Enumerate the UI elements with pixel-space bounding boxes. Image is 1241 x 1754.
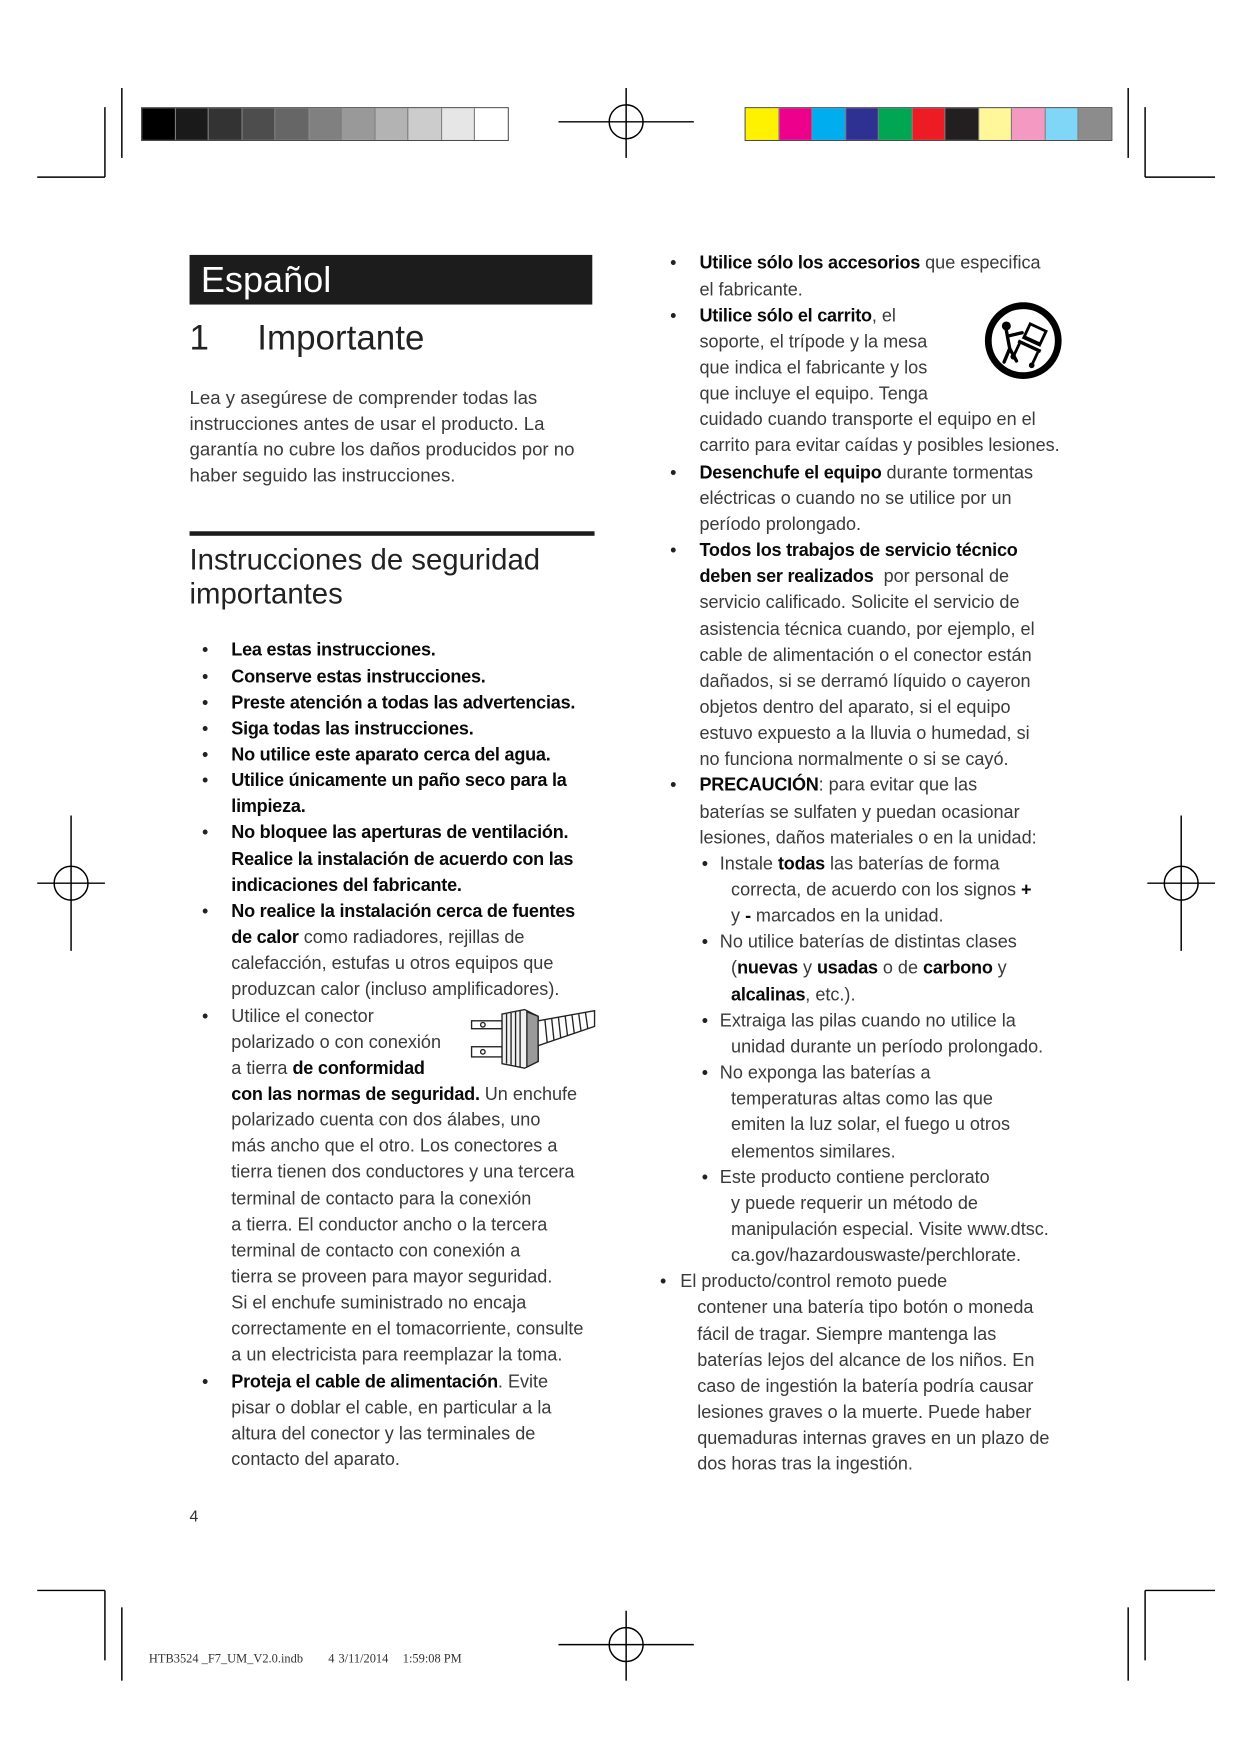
color-swatch xyxy=(1012,108,1045,140)
body-text: ca.gov/hazardouswaste/perchlorate. xyxy=(731,1246,1022,1266)
body-text: período prolongado. xyxy=(699,515,862,535)
text-line xyxy=(697,1295,1033,1321)
text-line xyxy=(699,669,1030,695)
list-bullet xyxy=(202,821,208,847)
color-swatch xyxy=(746,108,779,140)
text-line xyxy=(731,956,1007,982)
gray-swatch xyxy=(442,108,475,140)
list-bullet xyxy=(202,1369,208,1395)
footer-page: 4 xyxy=(328,1652,335,1667)
registration-mark-top xyxy=(558,88,693,158)
text-line xyxy=(699,799,1019,825)
emphasized-text: Utilice únicamente un paño seco para la xyxy=(231,771,567,791)
body-text: a tierra. El conductor ancho o la tercera xyxy=(231,1215,548,1235)
list-bullet xyxy=(202,638,208,664)
body-text: soporte, el trípode y la mesa xyxy=(699,332,928,352)
text-line xyxy=(731,1139,896,1165)
text-line xyxy=(231,716,473,742)
list-bullet xyxy=(670,538,676,564)
body-text: , etc.). xyxy=(805,985,856,1005)
text-line xyxy=(231,1212,547,1238)
text-line xyxy=(231,1134,557,1160)
body-text: Extraiga las pilas cuando no utilice la xyxy=(719,1011,1016,1031)
footer-time: 1:59:08 PM xyxy=(402,1652,462,1667)
registration-mark-right xyxy=(1147,816,1215,951)
emphasized-text: indicaciones del fabricante. xyxy=(231,876,462,896)
list-bullet xyxy=(670,773,676,799)
gray-swatch xyxy=(342,108,375,140)
list-bullet xyxy=(670,251,676,277)
color-swatch xyxy=(979,108,1012,140)
intro-line: Lea y asegúrese de comprender todas las xyxy=(189,387,538,408)
crop-mark-bottom-right xyxy=(1128,1590,1215,1680)
color-swatch xyxy=(1079,108,1111,140)
emphasized-text: de conformidad xyxy=(292,1058,425,1079)
text-line xyxy=(231,899,575,925)
gray-swatch xyxy=(309,108,342,140)
list-bullet xyxy=(202,742,208,768)
text-line xyxy=(699,434,1059,460)
body-text: eléctricas o cuando no se utilice por un xyxy=(699,489,1012,509)
body-text: temperaturas altas como las que xyxy=(731,1089,993,1110)
text-line xyxy=(231,1264,552,1290)
text-line xyxy=(699,486,1011,512)
text-line xyxy=(697,1374,1033,1400)
emphasized-text: No realice la instalación cerca de fuentes xyxy=(231,902,575,922)
body-text: emiten la luz solar, el fuego u otros xyxy=(731,1115,1011,1136)
footer-file-name: HTB3524 _F7_UM_V2.0.indb xyxy=(148,1652,304,1667)
body-text: lesiones, daños materiales o en la unidad: xyxy=(699,828,1037,848)
text-line xyxy=(697,1348,1034,1374)
text-line xyxy=(731,1086,993,1112)
body-text: el fabricante. xyxy=(699,280,803,300)
text-line xyxy=(231,951,553,977)
text-line xyxy=(731,982,855,1008)
text-line xyxy=(720,1060,931,1086)
gray-swatch xyxy=(475,108,507,140)
text-line xyxy=(231,794,305,820)
color-swatch xyxy=(1046,108,1079,140)
emphasized-text: PRECAUCIÓN xyxy=(699,776,819,796)
list-bullet xyxy=(702,1060,708,1086)
gray-swatch xyxy=(175,108,208,140)
body-text: No exponga las baterías a xyxy=(719,1063,931,1083)
body-text: marcados en la unidad. xyxy=(750,907,944,927)
text-line xyxy=(731,1217,1049,1243)
text-line xyxy=(231,1317,583,1343)
list-bullet xyxy=(670,460,676,486)
text-line xyxy=(697,1321,996,1347)
crop-mark-top-left xyxy=(37,88,122,177)
text-line xyxy=(731,1243,1021,1269)
body-text: durante tormentas xyxy=(881,463,1034,483)
text-line xyxy=(699,381,927,407)
emphasized-text: nuevas xyxy=(737,959,798,979)
body-text: objetos dentro del aparato, si el equipo xyxy=(699,698,1011,718)
text-line xyxy=(731,1191,978,1217)
body-text: o de xyxy=(877,959,924,979)
body-text: unidad durante un período prolongado. xyxy=(731,1037,1044,1057)
body-text: lesiones graves o la muerte. Puede haber xyxy=(697,1403,1032,1423)
emphasized-text: Conserve estas instrucciones. xyxy=(231,667,486,687)
emphasized-text: Realice la instalación de acuerdo con las xyxy=(231,850,574,870)
body-text: contacto del aparato. xyxy=(231,1450,400,1470)
text-line xyxy=(699,616,1034,642)
text-line xyxy=(699,303,895,329)
text-line xyxy=(231,1395,551,1421)
body-text: que especifica xyxy=(920,254,1041,274)
emphasized-text: de calor xyxy=(231,928,299,948)
body-text: Este producto contiene perclorato xyxy=(719,1168,990,1188)
intro-line: garantía no cubre los daños producidos por no xyxy=(189,440,575,461)
body-text: No utilice baterías de distintas clases xyxy=(719,933,1017,953)
body-text: baterías lejos del alcance de los niños. En xyxy=(697,1350,1035,1371)
list-bullet xyxy=(202,690,208,716)
body-text: estuvo expuesto a la lluvia o humedad, si xyxy=(699,724,1030,744)
text-line xyxy=(731,878,1031,904)
emphasized-text: deben ser realizados xyxy=(699,567,874,587)
emphasized-text: con las normas de seguridad. xyxy=(231,1085,480,1105)
text-line xyxy=(699,590,1019,616)
body-text: produzcan calor (incluso amplificadores). xyxy=(231,980,560,1000)
chapter-number: 1 xyxy=(189,318,209,358)
text-line xyxy=(697,1400,1031,1426)
emphasized-text: todas xyxy=(777,854,826,875)
list-bullet xyxy=(660,1269,666,1295)
crop-mark-bottom-left xyxy=(37,1590,122,1680)
grayscale-calibration-bar xyxy=(141,107,509,141)
footer-date: 3/11/2014 xyxy=(338,1652,389,1667)
body-text: correcta, de acuerdo con los signos xyxy=(731,880,1022,901)
crop-mark-top-right xyxy=(1128,88,1215,177)
emphasized-text: limpieza. xyxy=(231,797,306,818)
section-title: Instrucciones de seguridad xyxy=(189,542,541,577)
text-line xyxy=(231,638,435,664)
text-line xyxy=(699,643,1031,669)
text-line xyxy=(231,742,550,768)
body-text: caso de ingestión la batería podría causar xyxy=(697,1377,1034,1397)
body-text: . Evite xyxy=(497,1372,549,1392)
body-text: ( xyxy=(731,959,738,979)
text-line xyxy=(699,251,1040,277)
body-text: tierra tienen dos conductores y una tercera xyxy=(231,1163,575,1183)
color-swatch xyxy=(912,108,945,140)
text-line xyxy=(720,1008,1016,1034)
color-swatch xyxy=(946,108,979,140)
body-text: : para evitar que las xyxy=(818,776,978,796)
text-line xyxy=(731,904,944,930)
body-text: elementos similares. xyxy=(731,1142,896,1162)
text-line xyxy=(231,1160,574,1186)
text-line xyxy=(697,1452,913,1478)
body-text: contener una batería tipo botón o moneda xyxy=(697,1298,1034,1318)
text-line xyxy=(231,1238,520,1264)
text-line xyxy=(231,1421,535,1447)
color-swatch xyxy=(779,108,812,140)
body-text: dañados, si se derramó líquido o cayeron xyxy=(699,672,1031,692)
emphasized-text: + xyxy=(1021,880,1032,901)
list-bullet xyxy=(202,899,208,925)
text-line xyxy=(720,1165,990,1191)
page-number: 4 xyxy=(189,1506,199,1526)
text-line xyxy=(699,825,1036,851)
text-line xyxy=(231,1108,540,1134)
body-text: cable de alimentación o el conector están xyxy=(699,645,1032,666)
emphasized-text: Desenchufe el equipo xyxy=(699,463,882,483)
text-line xyxy=(231,977,559,1003)
chapter-title: Importante xyxy=(257,318,425,358)
gray-swatch xyxy=(242,108,275,140)
body-text: polarizado o con conexión xyxy=(231,1032,442,1053)
emphasized-text: - xyxy=(745,907,751,927)
text-line xyxy=(699,277,802,303)
body-text: por personal de xyxy=(873,567,1010,587)
emphasized-text: usadas xyxy=(816,959,878,979)
text-line xyxy=(699,721,1029,747)
emphasized-text: Lea estas instrucciones. xyxy=(231,641,436,661)
body-text: Instale xyxy=(719,854,778,875)
body-text: a tierra xyxy=(231,1058,293,1079)
text-line xyxy=(699,460,1033,486)
color-calibration-bar xyxy=(745,107,1113,141)
text-line xyxy=(699,564,1009,590)
body-text: El producto/control remoto puede xyxy=(680,1272,948,1292)
intro-line: instrucciones antes de usar el producto. La xyxy=(189,413,545,435)
text-line xyxy=(699,355,927,381)
body-text: y xyxy=(731,907,746,927)
text-line xyxy=(231,925,524,951)
registration-mark-left xyxy=(37,816,105,951)
text-line xyxy=(231,1082,577,1108)
body-text: altura del conector y las terminales de xyxy=(231,1424,536,1444)
text-line xyxy=(231,690,575,716)
body-text: cuidado cuando transporte el equipo en el xyxy=(699,410,1036,431)
text-line xyxy=(231,847,573,873)
list-bullet xyxy=(702,1008,708,1034)
list-bullet xyxy=(702,1165,708,1191)
body-text: quemaduras internas graves en un plazo de xyxy=(697,1429,1050,1449)
text-line xyxy=(231,1369,548,1395)
text-line xyxy=(680,1269,947,1295)
body-text: fácil de tragar. Siempre mantenga las xyxy=(697,1324,997,1345)
text-line xyxy=(699,329,927,355)
gray-swatch xyxy=(409,108,442,140)
color-swatch xyxy=(846,108,879,140)
body-text: pisar o doblar el cable, en particular a la xyxy=(231,1398,552,1418)
list-bullet xyxy=(702,851,708,877)
body-text: las baterías de forma xyxy=(825,854,1000,875)
text-line xyxy=(699,773,977,799)
list-bullet xyxy=(202,768,208,794)
list-bullet xyxy=(202,664,208,690)
gray-swatch xyxy=(142,108,175,140)
text-line xyxy=(231,1003,373,1029)
text-line xyxy=(231,664,485,690)
body-text: calefacción, estufas u otros equipos que xyxy=(231,954,554,974)
emphasized-text: Proteja el cable de alimentación xyxy=(231,1372,498,1392)
text-line xyxy=(231,1056,424,1082)
body-text: correctamente en el tomacorriente, consulte xyxy=(231,1320,584,1340)
emphasized-text: carbono xyxy=(923,959,993,979)
cart-tip-over-warning-icon xyxy=(982,300,1065,381)
list-bullet xyxy=(702,930,708,956)
text-line xyxy=(231,1447,400,1473)
emphasized-text: Siga todas las instrucciones. xyxy=(231,719,474,739)
emphasized-text: No utilice este aparato cerca del agua. xyxy=(231,745,551,765)
list-bullet xyxy=(202,1003,208,1029)
body-text: tierra se proveen para mayor seguridad. xyxy=(231,1267,553,1288)
body-text: carrito para evitar caídas y posibles lesiones. xyxy=(699,437,1060,457)
body-text: manipulación especial. Visite www.dtsc. xyxy=(731,1220,1049,1240)
text-line xyxy=(231,821,568,847)
color-swatch xyxy=(879,108,912,140)
list-bullet xyxy=(670,303,676,329)
emphasized-text: Preste atención a todas las advertencias. xyxy=(231,693,576,713)
body-text: que incluye el equipo. Tenga xyxy=(699,384,928,405)
polarized-plug-icon xyxy=(468,1007,598,1071)
text-line xyxy=(699,538,1017,564)
body-text: terminal de contacto para la conexión xyxy=(231,1189,532,1209)
list-bullet xyxy=(202,716,208,742)
text-line xyxy=(231,1186,531,1212)
text-line xyxy=(699,408,1035,434)
text-line xyxy=(231,1343,562,1369)
text-line xyxy=(699,512,861,538)
body-text: Un enchufe xyxy=(479,1085,578,1105)
emphasized-text: No bloquee las aperturas de ventilación. xyxy=(231,823,569,844)
body-text: como radiadores, rejillas de xyxy=(298,928,525,948)
intro-line: haber seguido las instrucciones. xyxy=(189,466,456,487)
text-line xyxy=(699,747,1008,773)
gray-swatch xyxy=(209,108,242,140)
body-text: , el xyxy=(871,306,896,326)
body-text: polarizado cuenta con dos álabes, uno xyxy=(231,1111,541,1131)
body-text: Utilice el conector xyxy=(231,1006,374,1026)
body-text: terminal de contacto con conexión a xyxy=(231,1241,521,1261)
text-line xyxy=(699,695,1010,721)
body-text: que indica el fabricante y los xyxy=(699,358,928,378)
text-line xyxy=(697,1426,1049,1452)
body-text: y puede requerir un método de xyxy=(731,1194,978,1214)
body-text: y xyxy=(797,959,817,979)
emphasized-text: alcalinas xyxy=(731,985,806,1005)
body-text: no funciona normalmente o si se cayó. xyxy=(699,750,1009,770)
body-text: a un electricista para reemplazar la toma. xyxy=(231,1346,563,1366)
text-line xyxy=(231,873,461,899)
emphasized-text: Todos los trabajos de servicio técnico xyxy=(699,541,1018,561)
section-divider xyxy=(190,531,595,536)
body-text: Si el enchufe suministrado no encaja xyxy=(231,1293,527,1314)
text-line xyxy=(231,1029,441,1055)
body-text: y xyxy=(992,959,1007,979)
emphasized-text: Utilice sólo los accesorios xyxy=(699,254,921,274)
body-text: servicio calificado. Solicite el servicio de xyxy=(699,593,1020,613)
color-swatch xyxy=(812,108,845,140)
emphasized-text: Utilice sólo el carrito xyxy=(699,306,872,326)
text-line xyxy=(231,1291,526,1317)
body-text: dos horas tras la ingestión. xyxy=(697,1455,913,1475)
section-title: importantes xyxy=(189,576,343,611)
text-line xyxy=(731,1113,1010,1139)
gray-swatch xyxy=(275,108,308,140)
text-line xyxy=(720,851,1000,877)
language-tab: Español xyxy=(190,255,593,305)
body-text: asistencia técnica cuando, por ejemplo, el xyxy=(699,619,1035,640)
gray-swatch xyxy=(375,108,408,140)
body-text: más ancho que el otro. Los conectores a xyxy=(231,1137,558,1157)
registration-mark-bottom xyxy=(558,1611,693,1681)
text-line xyxy=(231,768,566,794)
text-line xyxy=(731,1034,1043,1060)
body-text: baterías se sulfaten y puedan ocasionar xyxy=(699,802,1020,822)
text-line xyxy=(720,930,1017,956)
